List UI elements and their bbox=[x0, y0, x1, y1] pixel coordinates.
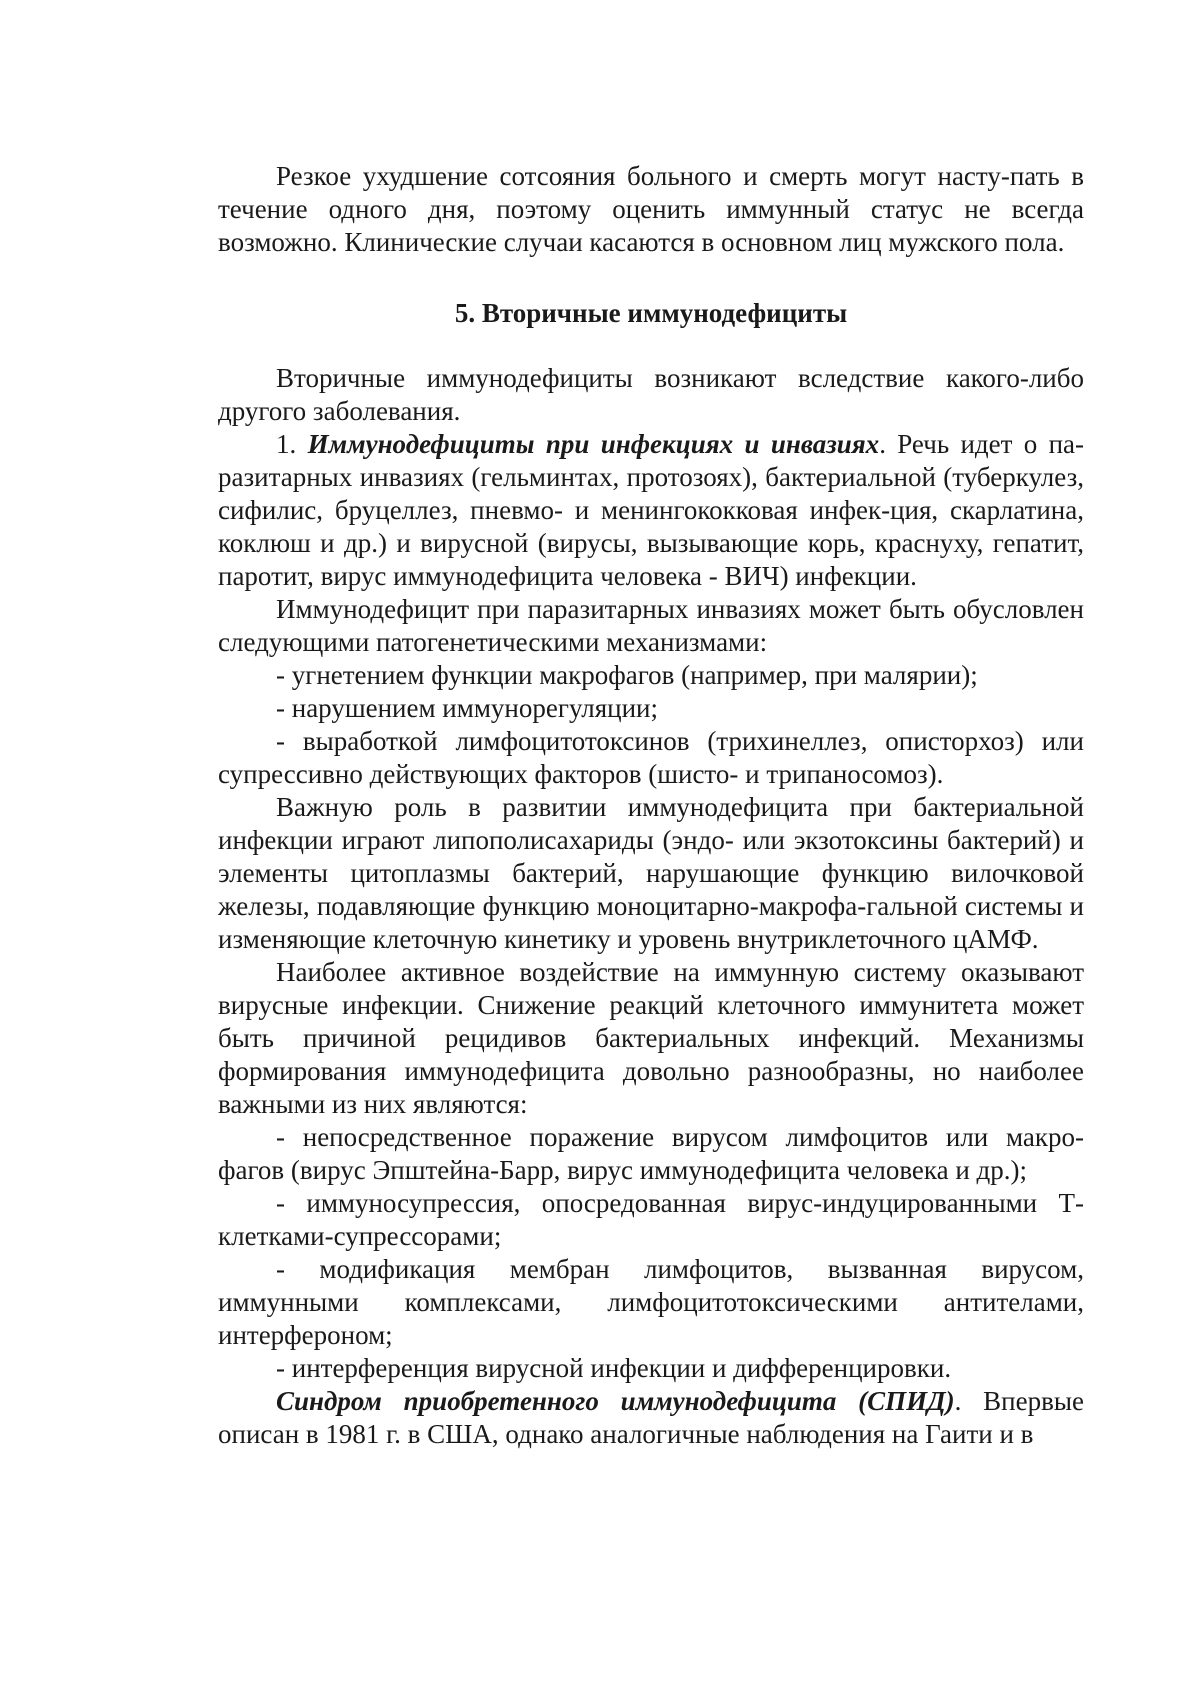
paragraph-aids bbox=[218, 1385, 1084, 1451]
list-item: - модификация мембран лимфоцитов, вызванная вирусом, иммунными комплексами, лимфоцитотоксическими антителами, интерфероном; bbox=[218, 1254, 1084, 1350]
list-item: - непосредственное поражение вирусом лимфоцитов или макро-фагов (вирус Эпштейна-Барр, вирус иммунодефицита человека и др.); bbox=[218, 1122, 1084, 1185]
list-item: - выработкой лимфоцитотоксинов (трихинеллез, описторхоз) или супрессивно действующих факторов (шисто- и трипаносомоз). bbox=[218, 726, 1084, 789]
paragraph-infections bbox=[218, 428, 1084, 593]
paragraph-parasitic: Иммунодефицит при паразитарных инвазиях может быть обусловлен следующими патогенетическими механизмами: bbox=[218, 594, 1084, 657]
list-item: - интерференция вирусной инфекции и дифференцировки. bbox=[276, 1353, 952, 1383]
paragraph-viral: Наиболее активное воздействие на иммунную систему оказывают вирусные инфекции. Снижение реакций клеточного иммунитета может быть причиной рецидивов бактериальных инфекций. Механизмы формирования иммунодефицита довольно разнообразны, но наиболее важными из них являются: bbox=[218, 957, 1084, 1119]
paragraph-infections-text: . Речь идет о па-разитарных инвазиях (гельминтах, протозоях), бактериальной (туберкулез, сифилис, бруцеллез, пневмо- и менингококковая инфек-ция, скарлатина, коклюш и др.) и вирусной (вирусы, вызывающие корь, краснуху, гепатит, паротит, вирус иммунодефицита человека - ВИЧ) инфекции. bbox=[218, 429, 1085, 591]
paragraph-bacterial: Важную роль в развитии иммунодефицита при бактериальной инфекции играют липополисахариды (эндо- или экзотоксины бактерий) и элементы цитоплазмы бактерий, нарушающие функцию вилочковой железы, подавляющие функцию моноцитарно-макрофа-гальной системы и изменяющие клеточную кинетику и уровень внутриклеточного цАМФ. bbox=[218, 792, 1084, 954]
term-aids: Синдром приобретенного иммунодефицита (СПИД) bbox=[276, 1386, 955, 1416]
paragraph-aids-text: . Впервые описан в 1981 г. в США, однако аналогичные наблюдения на Гаити и в bbox=[218, 1386, 1084, 1449]
item-number: 1. bbox=[276, 429, 308, 459]
list-item: - иммуносупрессия, опосредованная вирус-индуцированными Т-клетками-супрессорами; bbox=[218, 1188, 1084, 1251]
section-heading: 5. Вторичные иммунодефициты bbox=[454, 298, 848, 328]
list-item: - нарушением иммунорегуляции; bbox=[276, 693, 658, 723]
term-infections: Иммунодефициты при инфекциях и инвазиях bbox=[307, 429, 880, 459]
paragraph-secondary-definition: Вторичные иммунодефициты возникают вследствие какого-либо другого заболевания. bbox=[218, 363, 1084, 426]
intro-paragraph: Резкое ухудшение сотсояния больного и смерть могут насту-пать в течение одного дня, поэтому оценить иммунный статус не всегда возможно. Клинические случаи касаются в основном лиц мужского пола. bbox=[218, 161, 1084, 257]
list-item: - угнетением функции макрофагов (например, при малярии); bbox=[276, 660, 978, 690]
document-page bbox=[218, 160, 1084, 1451]
